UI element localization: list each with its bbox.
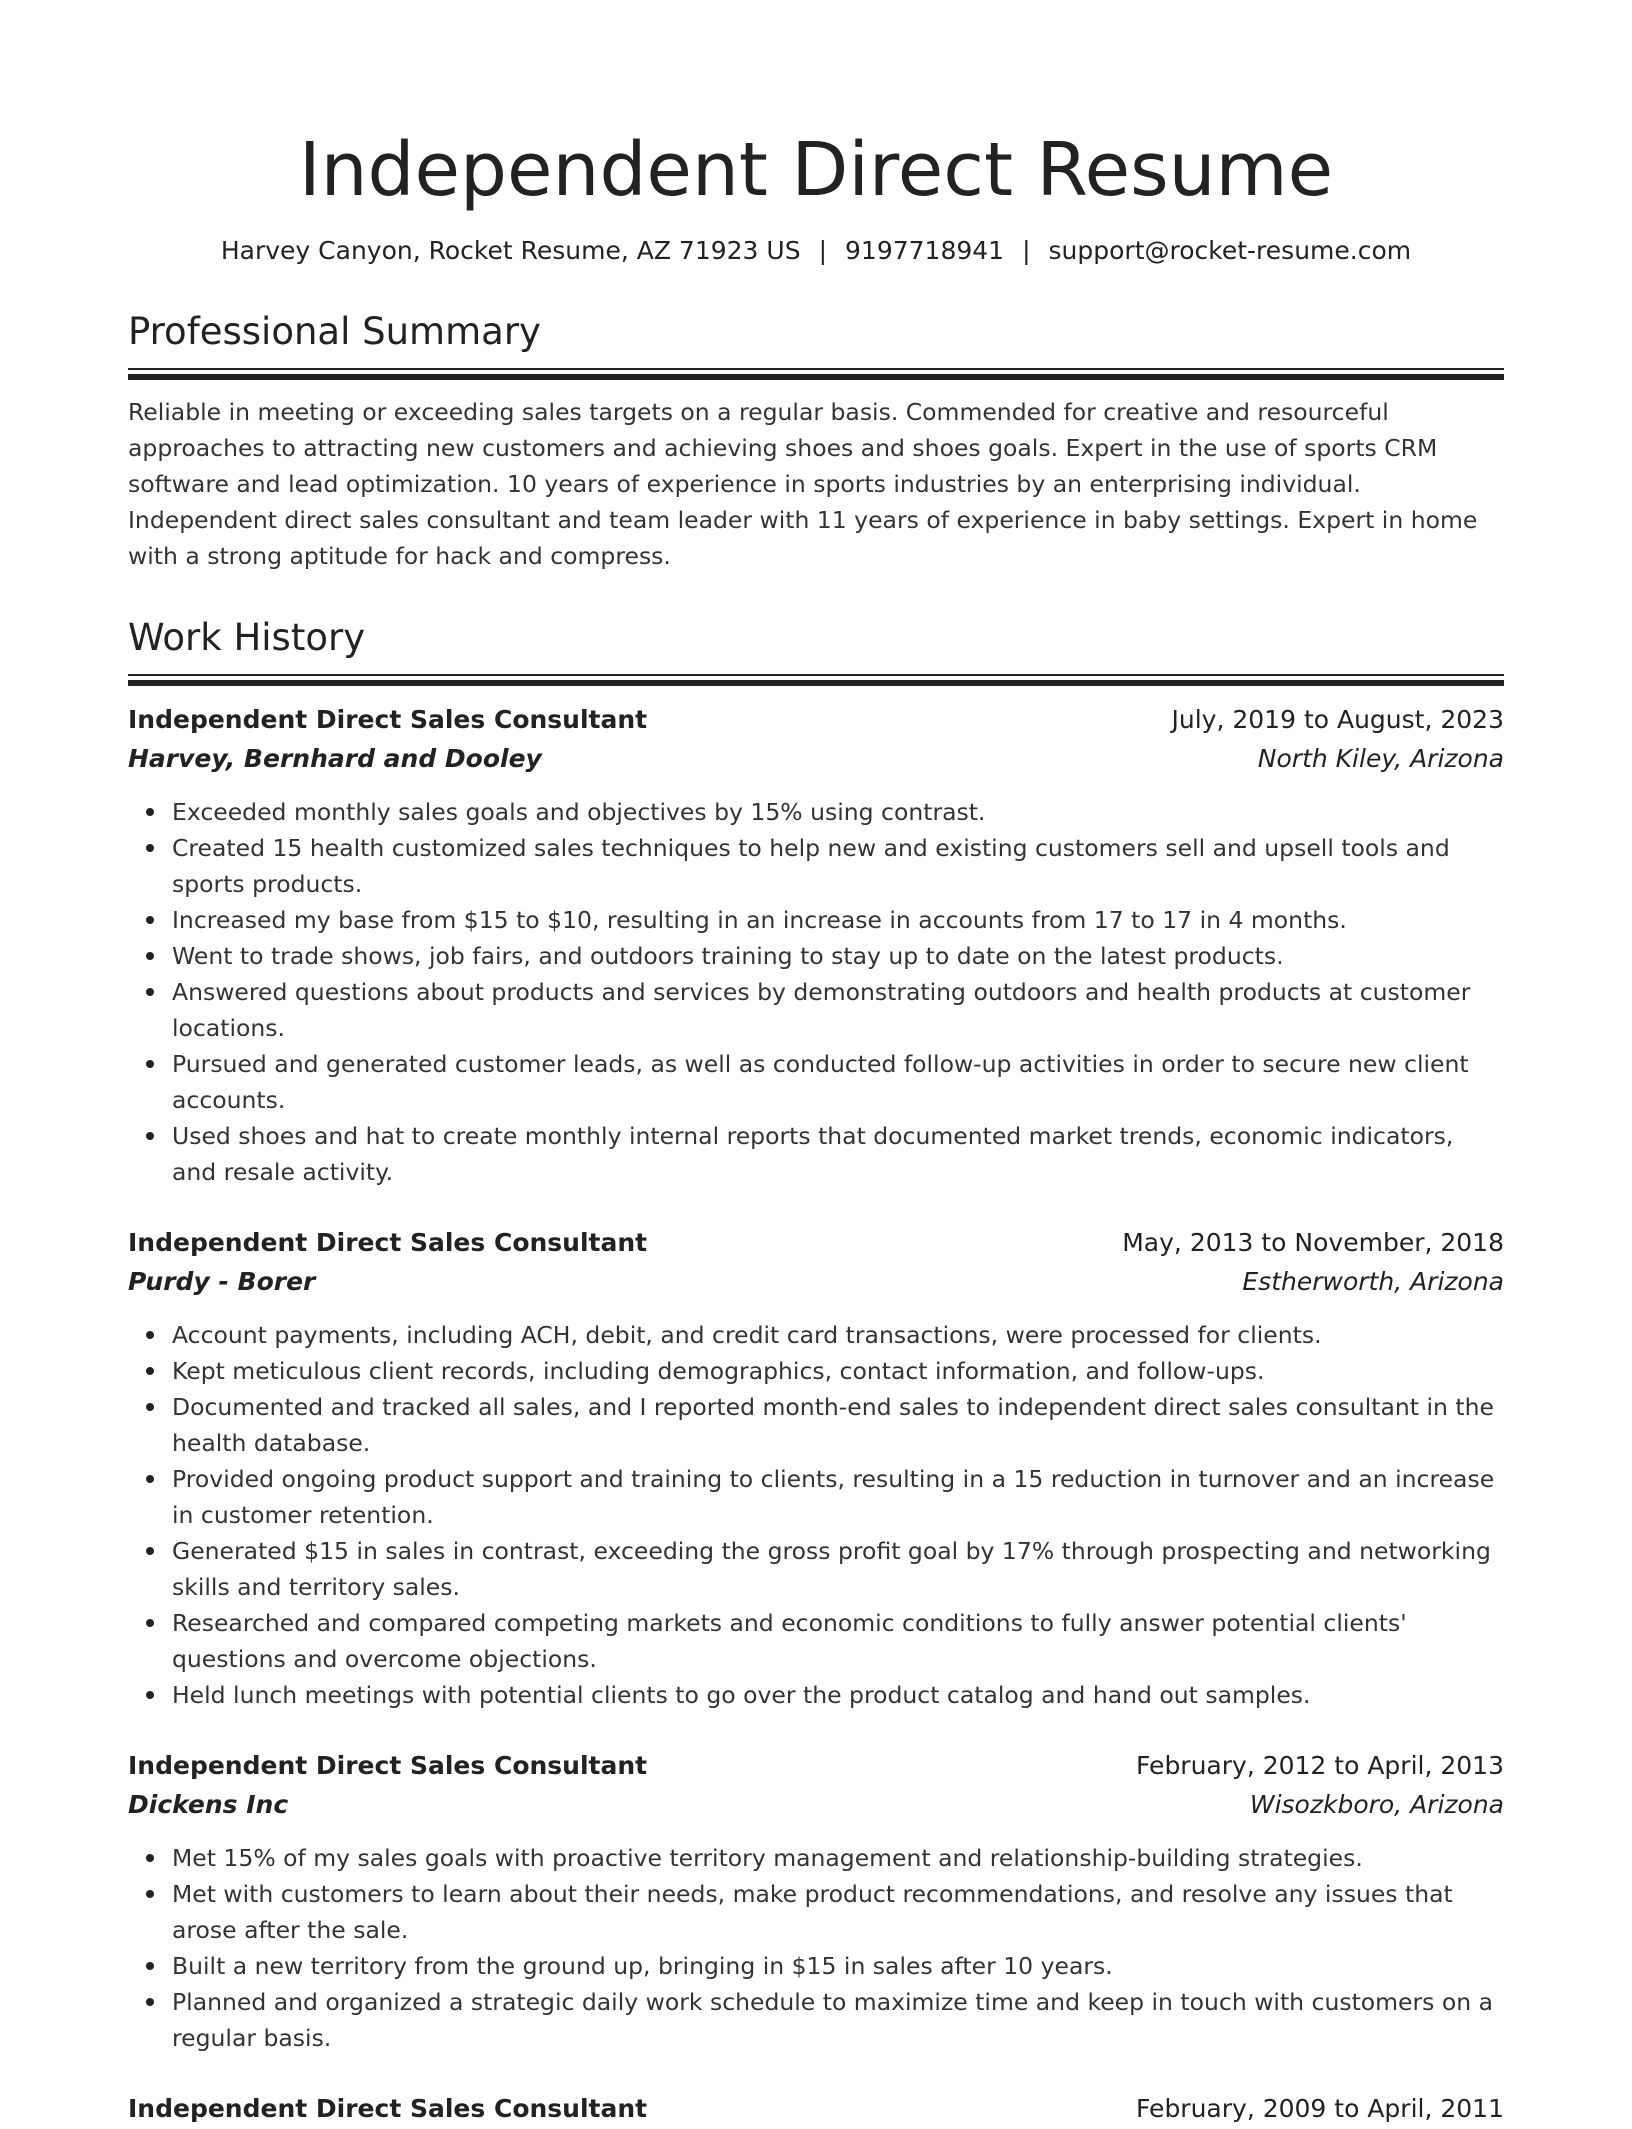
job-location: Estherworth, Arizona xyxy=(1242,1267,1504,1296)
job-bullet: Met with customers to learn about their needs, make product recommendations, and resolve any issues that arose after the sale. xyxy=(172,1876,1504,1948)
job-bullets xyxy=(128,794,1504,1190)
job-entry xyxy=(128,700,1504,1190)
job-bullet: Researched and compared competing markets and economic conditions to fully answer potential clients' questions and overcome objections. xyxy=(172,1605,1504,1677)
job-location: Wisozkboro, Arizona xyxy=(1249,1790,1504,1819)
resume-name: Independent Direct Resume xyxy=(298,127,1334,213)
job-dates: May, 2013 to November, 2018 xyxy=(1122,1228,1504,1257)
contact-separator: | xyxy=(1022,236,1031,265)
job-title: Independent Direct Sales Consultant xyxy=(128,1751,648,1780)
job-bullet: Met 15% of my sales goals with proactive territory management and relationship-building strategies. xyxy=(172,1840,1504,1876)
job-bullet: Held lunch meetings with potential clients to go over the product catalog and hand out samples. xyxy=(172,1677,1504,1713)
contact-email: support@rocket-resume.com xyxy=(1048,236,1412,265)
job-company: Purdy - Borer xyxy=(128,1267,316,1296)
job-title: Independent Direct Sales Consultant xyxy=(128,1228,648,1257)
section-divider xyxy=(128,368,1504,380)
work-history-heading: Work History xyxy=(128,616,366,659)
job-dates: July, 2019 to August, 2023 xyxy=(1171,705,1504,734)
contact-address: Harvey Canyon, Rocket Resume, AZ 71923 US xyxy=(220,236,801,265)
resume-page xyxy=(128,0,1504,2129)
job-bullet: Documented and tracked all sales, and I reported month-end sales to independent direct sales consultant in the health database. xyxy=(172,1389,1504,1461)
job-bullet: Account payments, including ACH, debit, and credit card transactions, were processed for clients. xyxy=(172,1317,1504,1353)
job-bullet: Exceeded monthly sales goals and objectives by 15% using contrast. xyxy=(172,794,1504,830)
contact-line xyxy=(128,234,1504,268)
job-bullet: Increased my base from $15 to $10, resulting in an increase in accounts from 17 to 17 in 4 months. xyxy=(172,902,1504,938)
summary-heading: Professional Summary xyxy=(128,310,541,353)
summary-text: Reliable in meeting or exceeding sales targets on a regular basis. Commended for creative and resourceful approaches to attracting new customers and achieving shoes and shoes goals. Expert in the use of sports CRM software and lead optimization. 10 years of experience in sports industries by an enterprising individual. Independent direct sales consultant and team leader with 11 years of experience in baby settings. Expert in home with a strong aptitude for hack and compress. xyxy=(128,398,1478,570)
job-bullets xyxy=(128,1840,1504,2056)
contact-phone: 9197718941 xyxy=(845,236,1005,265)
job-bullets xyxy=(128,1317,1504,1713)
job-location: North Kiley, Arizona xyxy=(1257,744,1504,773)
job-title: Independent Direct Sales Consultant xyxy=(128,705,648,734)
job-bullet: Planned and organized a strategic daily work schedule to maximize time and keep in touch with customers on a regular basis. xyxy=(172,1984,1504,2056)
job-bullet: Created 15 health customized sales techniques to help new and existing customers sell and upsell tools and sports products. xyxy=(172,830,1504,902)
section-divider xyxy=(128,674,1504,686)
job-company: Harvey, Bernhard and Dooley xyxy=(128,744,542,773)
job-entry xyxy=(128,2089,1504,2129)
job-bullet: Used shoes and hat to create monthly internal reports that documented market trends, economic indicators, and resale activity. xyxy=(172,1118,1504,1190)
contact-separator: | xyxy=(818,236,828,265)
job-company: Dickens Inc xyxy=(128,1790,289,1819)
job-entry xyxy=(128,1223,1504,1713)
job-bullet: Generated $15 in sales in contrast, exceeding the gross profit goal by 17% through prospecting and networking skills and territory sales. xyxy=(172,1533,1504,1605)
job-bullet: Kept meticulous client records, including demographics, contact information, and follow-ups. xyxy=(172,1353,1504,1389)
job-bullet: Built a new territory from the ground up, bringing in $15 in sales after 10 years. xyxy=(172,1948,1504,1984)
job-entry xyxy=(128,1746,1504,2056)
job-title: Independent Direct Sales Consultant xyxy=(128,2094,648,2123)
job-dates: February, 2012 to April, 2013 xyxy=(1136,1751,1504,1780)
job-bullet: Pursued and generated customer leads, as well as conducted follow-up activities in order to secure new client accounts. xyxy=(172,1046,1504,1118)
job-bullet: Answered questions about products and services by demonstrating outdoors and health products at customer locations. xyxy=(172,974,1504,1046)
job-bullet: Provided ongoing product support and training to clients, resulting in a 15 reduction in turnover and an increase in customer retention. xyxy=(172,1461,1504,1533)
job-dates: February, 2009 to April, 2011 xyxy=(1136,2094,1504,2123)
job-bullet: Went to trade shows, job fairs, and outdoors training to stay up to date on the latest products. xyxy=(172,938,1504,974)
